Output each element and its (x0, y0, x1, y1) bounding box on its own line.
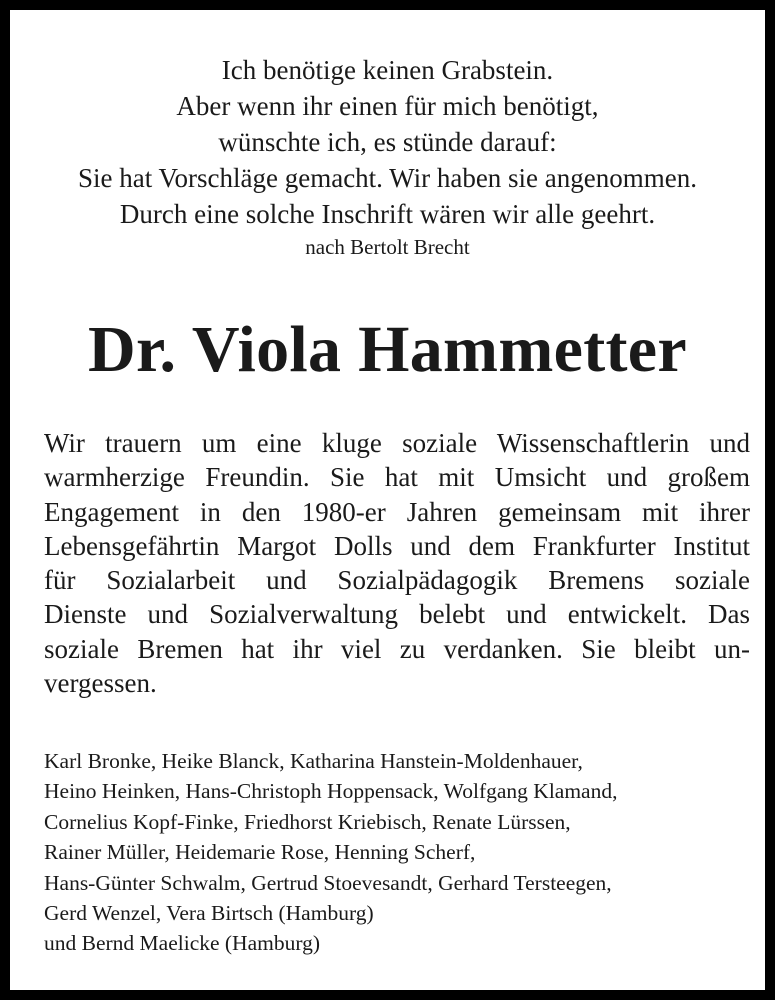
signers-line: Rainer Müller, Heidemarie Rose, Henning Scherf, (44, 840, 476, 865)
poem-line: Ich benötige keinen Grabstein. (221, 55, 554, 85)
tribute-line: Dienste und Sozialverwaltung belebt und entwickelt. Das (44, 599, 750, 630)
tribute-line: für Sozialarbeit und Sozialpädagogik Bremens soziale (44, 565, 750, 596)
poem-line: Sie hat Vorschläge gemacht. Wir haben sie angenommen. (78, 163, 697, 193)
tribute-line: Lebensgefährtin Margot Dolls und dem Frankfurter Institut (44, 530, 750, 561)
signers-line: Hans-Günter Schwalm, Gertrud Stoevesandt, Gerhard Tersteegen, (44, 870, 612, 895)
poem-attribution: nach Bertolt Brecht (305, 235, 470, 259)
signers-line: Heino Heinken, Hans-Christoph Hoppensack, Wolfgang Klamand, (44, 779, 618, 804)
poem-line: Durch eine solche Inschrift wären wir alle geehrt. (119, 199, 656, 229)
signers-line: Cornelius Kopf-Finke, Friedhorst Kriebisch, Renate Lürssen, (44, 809, 571, 834)
signers-line: und Bernd Maelicke (Hamburg) (44, 931, 321, 956)
tribute-line: soziale Bremen hat ihr viel zu verdanken. Sie bleibt un- (44, 633, 750, 664)
poem-quote (20, 52, 755, 232)
deceased-name: Dr. Viola Hammetter (88, 313, 687, 386)
tribute-line: vergessen. (44, 668, 157, 699)
signers-list (44, 746, 617, 959)
signers-line: Gerd Wenzel, Vera Birtsch (Hamburg) (44, 901, 374, 926)
poem-line: wünschte ich, es stünde darauf: (218, 127, 557, 157)
poem-line: Aber wenn ihr einen für mich benötigt, (176, 91, 599, 121)
tribute-line: Wir trauern um eine kluge soziale Wissenschaftlerin und (44, 428, 750, 458)
signers-line: Karl Bronke, Heike Blanck, Katharina Hanstein-Moldenhauer, (44, 749, 583, 773)
tribute-line: warmherzige Freundin. Sie hat mit Umsicht und großem (44, 462, 750, 493)
tribute-line: Engagement in den 1980-er Jahren gemeinsam mit ihrer (44, 496, 750, 527)
tribute-text (44, 426, 750, 700)
